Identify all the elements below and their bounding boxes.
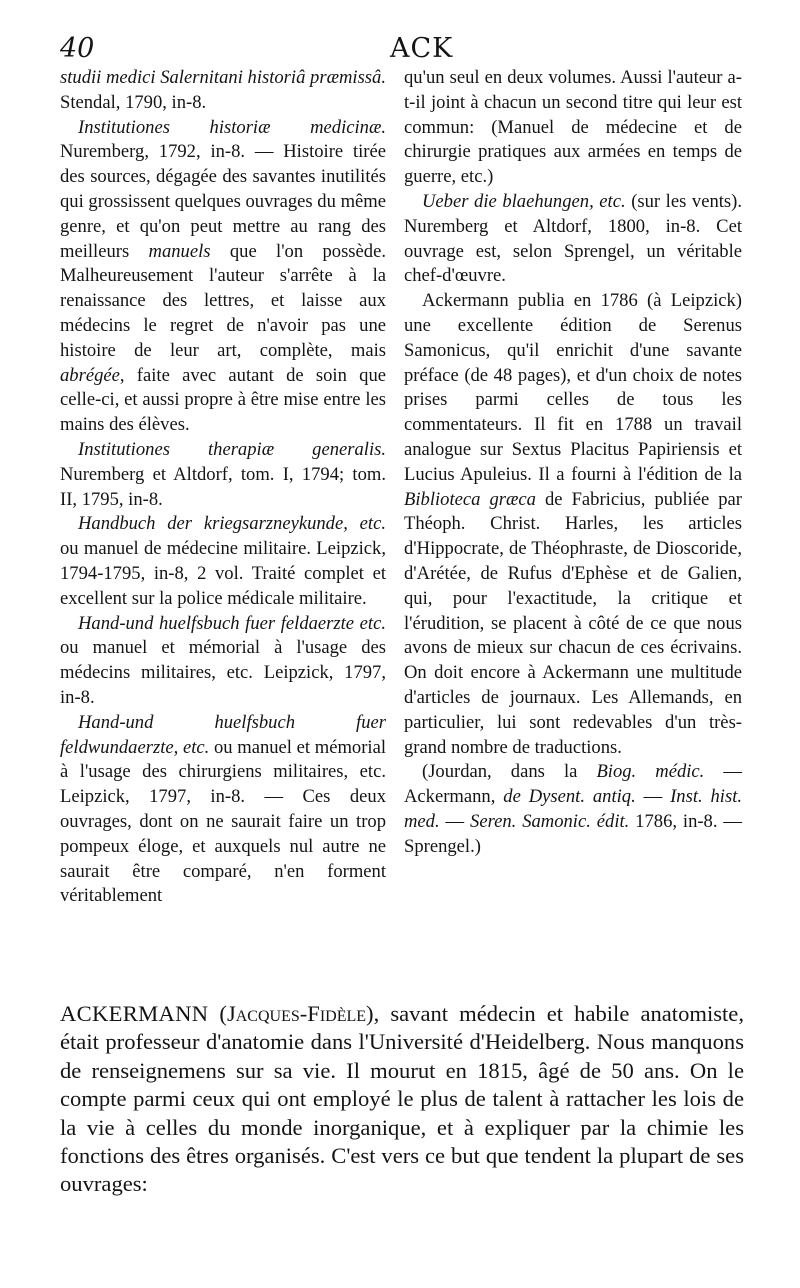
article-ackermann	[60, 1000, 744, 1199]
left-p2-text: Nuremberg, 1792, in-8. — Histoire tirée des sources, dégagée des savantes inutilités qui grossissent quelques ouvrages du même genre, et qu'on peut mettre au rang des meilleurs	[60, 141, 386, 262]
left-paragraph-2	[60, 116, 386, 438]
left-p6-text: ou manuel et mémorial à l'usage des chirurgiens militaires, etc. Leipzick, 1797, in-8. — Ces deux ouvrages, dont on ne saurait faire un trop pompeux éloge, et auxquels nul autre ne saurait être comparé, n'en forment véritablement	[60, 736, 386, 907]
left-p6-title: Hand-und huelfsbuch fuer feldwundaerzte, etc.	[60, 711, 386, 758]
sources-text-d: —	[439, 810, 471, 832]
sources-text-e: 1786, in-8. — Sprengel.)	[404, 810, 742, 857]
right-column	[404, 66, 742, 860]
right-p3-emphasis: Biblioteca græca	[404, 488, 536, 510]
right-p2-title: Ueber die blaehungen, etc.	[422, 190, 626, 212]
left-p2-emphasis: manuels	[148, 240, 211, 262]
right-paragraph-1	[404, 66, 742, 190]
left-p2-title: Institutiones historiæ medicinæ.	[78, 116, 386, 138]
left-column	[60, 66, 386, 909]
sources-text-b: — Ackermann,	[404, 761, 742, 808]
left-p1-title: studii medici Salernitani historiâ præmissâ.	[60, 67, 386, 88]
left-p4-text: ou manuel de médecine militaire. Leipzick, 1794-1795, in-8, 2 vol. Traité complet et excellent sur la police médicale militaire.	[60, 538, 386, 609]
left-paragraph-4	[60, 512, 386, 611]
left-p2-text-3: , faite avec autant de soin que celle-ci, et aussi propre à être mise entre les mains des élèves.	[60, 364, 386, 436]
right-paragraph-4-sources	[404, 760, 742, 859]
right-paragraph-3	[404, 289, 742, 760]
left-paragraph-3	[60, 438, 386, 512]
right-p1-text: qu'un seul en deux volumes. Aussi l'auteur a-t-il joint à chacun un second titre qui leur est commun: (Manuel de médecine et de chirurgie pratiques aux armées en temps de guerre, etc.)	[404, 67, 742, 188]
right-p3-text-a: Ackermann publia en 1786 (à Leipzick) une excellente édition de Serenus Samonicus, qu'il enrichit d'une savante préface (de 48 pages), et d'un choix de notes prises parmi celles de tous les commentateurs. Il fit en 1788 un travail analogue sur Sextus Placitus Papiriensis et Lucius Apuleius. Il a fourni à l'édition de la	[404, 290, 742, 485]
sources-emphasis-1: Biog. médic.	[596, 761, 705, 783]
right-p3-text-b: de Fabricius, publiée par Théoph. Christ. Harles, les articles d'Hippocrate, de Théophraste, de Dioscoride, d'Arétée, de Rufus d'Ephèse et de Galien, qui, pour l'exactitude, la critique et l'érudition, se placent à côté de ce que nous avons de mieux sur chacun de ces écrivains. On doit encore à Ackermann une multitude d'articles de journaux. Les Allemands, en particulier, lui sont redevables d'un très-grand nombre de traductions.	[404, 488, 742, 758]
left-paragraph-6	[60, 711, 386, 909]
sources-emphasis-2: de Dysent. antiq.	[503, 786, 636, 808]
sources-emphasis-3: Inst. hist. med.	[404, 786, 743, 832]
left-p5-text: ou manuel et mémorial à l'usage des médecins militaires, etc. Leipzick, 1797, in-8.	[60, 637, 386, 708]
sources-text-c: —	[635, 786, 671, 808]
article-headword: ACKERMANN	[60, 1001, 209, 1026]
sources-text-a: (Jourdan, dans la	[422, 761, 597, 783]
left-p5-title: Hand-und huelfsbuch fuer feldaerzte etc.	[78, 612, 386, 634]
left-p4-title: Handbuch der kriegsarzneykunde, etc.	[78, 513, 386, 535]
article-given-names: (Jacques-Fidèle)	[219, 1001, 374, 1026]
running-head: ACK	[390, 33, 454, 64]
article-paragraph	[60, 1000, 744, 1199]
article-text: , savant médecin et habile anatomiste, était professeur d'anatomie dans l'Université d'Heidelberg. Nous manquons de renseignemens sur sa vie. Il mourut en 1815, âgé de 50 ans. On le compte parmi ceux qui ont employé le plus de talent à rattacher les lois de la vie à celles du monde inorganique, et à expliquer par la chimie les fonctions des êtres organisés. C'est vers ce but que tendent la plupart de ses ouvrages:	[60, 1001, 744, 1197]
left-p2-text-2: que l'on possède. Malheureusement l'auteur s'arrête à la renaissance des lettres, et laisse aux médecins le regret de n'avoir pas une histoire de leur art, complète, mais	[60, 240, 386, 361]
left-p3-title: Institutiones therapiæ generalis.	[78, 438, 386, 460]
left-p3-text: Nuremberg et Altdorf, tom. I, 1794; tom. II, 1795, in-8.	[60, 463, 386, 510]
left-paragraph-1	[60, 66, 386, 116]
page-header	[60, 34, 744, 64]
right-p2-text: (sur les vents). Nuremberg et Altdorf, 1800, in-8. Cet ouvrage est, selon Sprengel, un véritable chef-d'œuvre.	[404, 190, 742, 287]
left-p2-emphasis-2: abrégée	[60, 364, 120, 386]
left-paragraph-5	[60, 612, 386, 711]
left-p1-text: Stendal, 1790, in-8.	[60, 91, 207, 113]
right-paragraph-2	[404, 190, 742, 289]
sources-emphasis-4: Seren. Samonic. édit.	[470, 810, 630, 832]
page-number: 40	[60, 33, 95, 64]
